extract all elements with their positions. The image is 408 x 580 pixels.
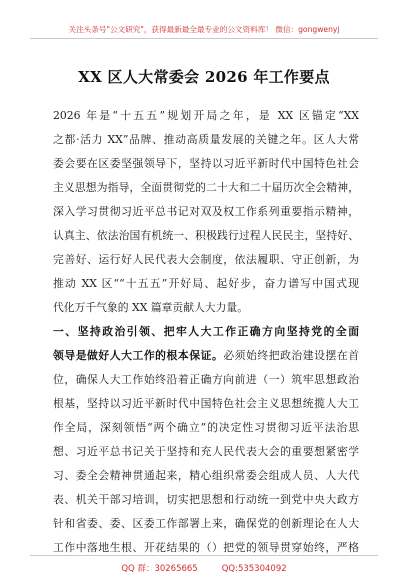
header-divider [30,38,378,39]
section-line [53,344,359,368]
section-line: 根基，坚持以习近平新时代中国特色社会主义思想统揽人大工 [53,397,359,410]
section-line: 想、习近平总书记关于坚持和充人民代表大会的重要想紧密学 [53,445,359,458]
section-line: 习、委全会精神贯通起来，精心组织常委会组成人员、人大代 [53,469,359,482]
section-line: 针和省委、委、区委工作部署上来，确保党的创新理论在人大 [53,517,359,530]
section-line: 作全局，深刻领悟“两个确立”的决定性习贯彻习近平法治思 [53,421,359,434]
body-line: 之都·活力 XX”品牌、推动高质量发展的关键之年。区人大常 [53,133,359,146]
footer-qq-number: QQ:535304092 [221,564,287,574]
header-promo-text: 关注头条号"公文研究"，获得最新最全最专业的公文资料库！ 微信：gongwenyj [68,25,340,34]
body-line: 完善好、运行好人民代表大会制度，依法履职、守正创新，为 [53,253,359,266]
body-line: 深入学习贯彻习近平总书记对双及权工作系列重要指示精神， [53,205,359,218]
body-line: 主义思想为指导，全面贯彻党的二十大和二十届历次全会精神， [53,181,359,194]
page-footer [0,562,408,574]
body-line: 2026 年是“十五五”规划开局之年，是 XX 区锚定“XX [53,109,359,122]
footer-qq-group: QQ 群：30265665 [121,564,198,574]
footer-divider [30,555,378,556]
section-heading-line [53,320,359,344]
body-line: 委会要在区委坚强领导下，坚持以习近平新时代中国特色社会 [53,157,359,170]
document-title: XX 区人大常委会 2026 年工作要点 [78,68,330,86]
page-header [0,0,408,44]
document-body [53,104,359,560]
section-line: 位，确保人大工作始终沿着正确方向前进（一）筑牢思想政治 [53,373,359,386]
body-line: 认真主、依法治国有机统一、积极践行过程人民民主，坚持好、 [53,229,359,242]
body-line: 推动 XX 区““十五五”开好局、起好步，奋力谱写中国式现 [53,277,359,290]
section-line: 表、机关干部习培训，切实把思想和行动统一到党中央大政方 [53,493,359,506]
body-line: 代化万千气象的 XX 篇章贡献人大力量。 [53,301,248,314]
section-line: 工作中落地生根、开花结果的（）把党的领导贯穿始终，严格 [53,541,359,554]
section-heading-text: 领导是做好人大工作的根本保证。 [53,349,224,362]
section-body-text: 必须始终把政治建设摆在首 [223,349,360,362]
section-heading-text: 一、坚持政治引领、把牢人大工作正确方向坚持党的全面 [53,325,359,338]
